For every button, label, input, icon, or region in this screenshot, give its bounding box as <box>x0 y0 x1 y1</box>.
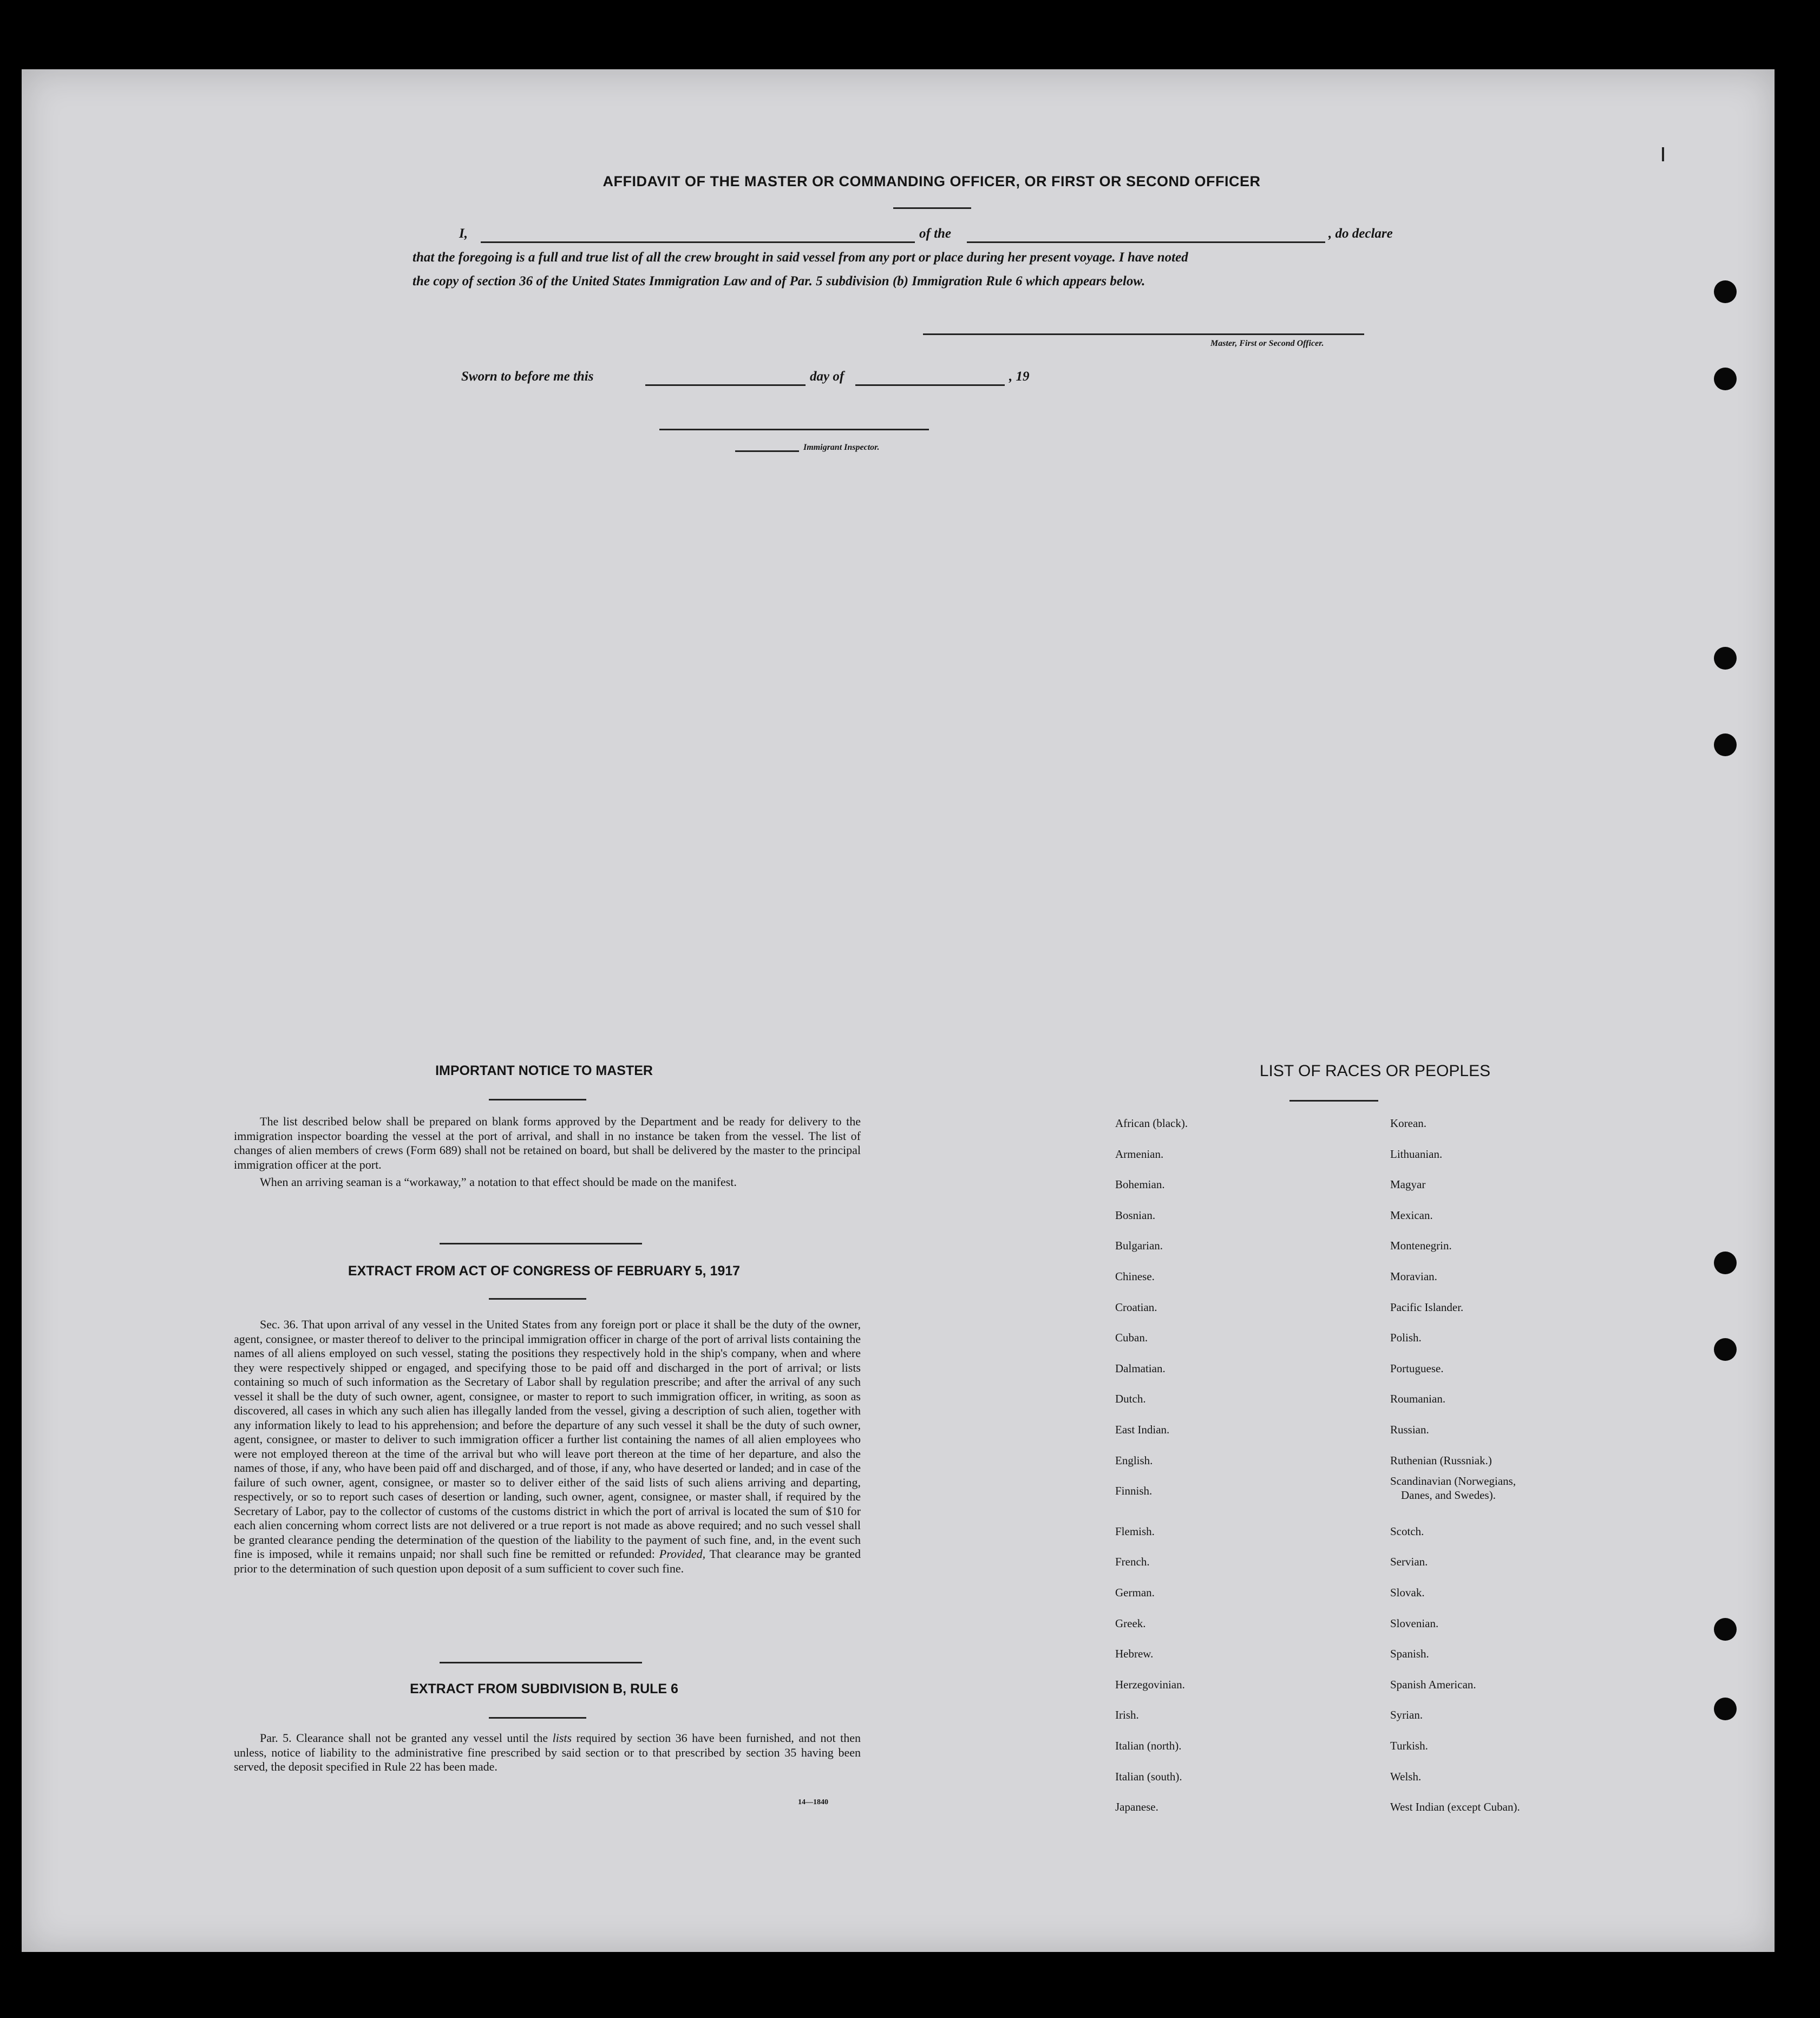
race-item: Bohemian. <box>1115 1178 1165 1191</box>
act-section-36-text <box>234 1318 861 1576</box>
race-item: Japanese. <box>1115 1800 1158 1814</box>
race-item: West Indian (except Cuban). <box>1390 1800 1520 1814</box>
race-item: Flemish. <box>1115 1524 1155 1538</box>
race-item: German. <box>1115 1586 1155 1599</box>
race-item: Korean. <box>1390 1117 1427 1130</box>
sworn-text: Sworn to before me this <box>461 369 594 384</box>
race-item: Chinese. <box>1115 1270 1155 1283</box>
race-item: Bosnian. <box>1115 1208 1156 1222</box>
race-item: Dalmatian. <box>1115 1361 1166 1375</box>
affidavit-title-rule <box>893 207 971 209</box>
affidavit-line-3: the copy of section 36 of the United States Immigration Law and of Par. 5 subdivision (b) Immigration Rule 6 which appears below. <box>413 274 1145 289</box>
year-text: , 19 <box>1009 369 1030 384</box>
affidavit-do-declare: , do declare <box>1328 226 1393 241</box>
race-item: Scotch. <box>1390 1524 1424 1538</box>
rule-lists-word: lists <box>552 1731 572 1745</box>
race-item: Scandinavian (Norwegians, <box>1390 1475 1516 1488</box>
act-provided: Provided, <box>659 1547 706 1561</box>
affidavit-of-the: of the <box>919 226 952 241</box>
form-sheet <box>22 69 1775 1952</box>
race-item: English. <box>1115 1453 1153 1467</box>
rule-title-rule <box>489 1717 586 1719</box>
punch-hole <box>1714 733 1737 756</box>
race-item: Welsh. <box>1390 1770 1422 1783</box>
act-body: Sec. 36. That upon arrival of any vessel in the United States from any foreign port or place it shall be the duty of the owner, agent, consignee, or master thereof to deliver to the principal immigration officer in charge of the port of arrival lists containing the names of all aliens employed on such vessel, stating the positions they respectively hold in the ship's company, when and where they were respectively shipped or engaged, and specifying those to be paid off and discharged in the port of arrival; or lists containing so much of such information as the Secretary of Labor shall by regulation prescribe; and after the arrival of any such vessel it shall be the duty of such owner, agent, consignee, or master to report to such immigration officer, in writing, as soon as discovered, all cases in which any such alien has illegally landed from the vessel, giving a description of such alien, together with any information likely to lead to his apprehension; and before the departure of any such vessel it shall be the duty of such owner, agent, consignee, or master to deliver to such immigration officer a further list containing the names of all alien employees who were not employed thereon at the time of the arrival but who will leave port thereon at the time of her departure, and also the names of those, if any, who have been paid off and discharged, and of those, if any, who have deserted or landed; and in case of the failure of such owner, agent, consignee, or master so to deliver either of the said lists of such aliens arriving and departing, respectively, or so to report such cases of desertion or landing, such owner, agent, consignee, or master shall, if required by the Secretary of Labor, pay to the collector of customs of the customs district in which the port of arrival is located the sum of $10 for each alien concerning whom correct lists are not delivered or a true report is not made as above required; and no such vessel shall be granted clearance pending the determination of the question of the liability to the payment of such fine, and, in the event such fine is imposed, while it remains unpaid; nor shall such fine be remitted or refunded: <box>234 1318 861 1561</box>
race-item: Italian (south). <box>1115 1770 1182 1783</box>
race-item: Cuban. <box>1115 1331 1148 1345</box>
rule-body-b: required by section 36 have been furnished, and not then unless, notice of liability to the administrative fine prescribed by said section or to that prescribed by section 35 having been served, the deposit specified in Rule 22 has been made. <box>234 1731 861 1773</box>
notice-paragraph-1: The list described below shall be prepared on blank forms approved by the Department and be ready for delivery to the immigration inspector boarding the vessel at the port of arrival, and shall in no instance be taken from the vessel. The list of changes of alien members of crews (Form 689) shall not be retained on board, but shall be delivered by the master to the principal immigration officer at the port. <box>234 1115 861 1171</box>
race-item: Syrian. <box>1390 1708 1423 1722</box>
race-item: Magyar <box>1390 1178 1426 1191</box>
race-scandinavian-continued: Danes, and Swedes). <box>1401 1489 1496 1502</box>
rule-title: EXTRACT FROM SUBDIVISION B, RULE 6 <box>410 1681 678 1696</box>
notice-paragraph-2: When an arriving seaman is a “workaway,” a notation to that effect should be made on the manifest. <box>260 1175 737 1189</box>
affidavit-i: I, <box>459 226 468 241</box>
race-item: Finnish. <box>1115 1484 1153 1498</box>
inspector-label: Immigrant Inspector. <box>803 443 880 452</box>
race-item: Bulgarian. <box>1115 1239 1163 1253</box>
inspector-signature-line[interactable] <box>659 429 929 430</box>
rule-body-a: Par. 5. Clearance shall not be granted any vessel until the <box>260 1731 548 1745</box>
inspector-short-rule <box>735 450 799 452</box>
day-of-text: day of <box>810 369 844 384</box>
race-item: Turkish. <box>1390 1739 1428 1752</box>
notice-title-rule <box>489 1099 586 1100</box>
affidavit-title: AFFIDAVIT OF THE MASTER OR COMMANDING OFFICER, OR FIRST OR SECOND OFFICER <box>603 173 1261 189</box>
act-title: EXTRACT FROM ACT OF CONGRESS OF FEBRUARY 5, 1917 <box>348 1263 741 1279</box>
race-item: Servian. <box>1390 1555 1428 1569</box>
punch-hole <box>1714 1338 1737 1361</box>
punch-hole <box>1714 1618 1737 1641</box>
race-item: Moravian. <box>1390 1270 1437 1283</box>
race-item: Slovenian. <box>1390 1616 1439 1630</box>
name-blank[interactable] <box>481 241 915 243</box>
notice-title: IMPORTANT NOTICE TO MASTER <box>435 1063 653 1078</box>
race-item: Irish. <box>1115 1708 1139 1722</box>
affidavit-line-2: that the foregoing is a full and true list of all the crew brought in said vessel from any port or place during her present voyage. I have noted <box>413 250 1188 265</box>
punch-hole <box>1714 280 1737 303</box>
race-item: Russian. <box>1390 1423 1429 1436</box>
race-item: Ruthenian (Russniak.) <box>1390 1453 1492 1467</box>
master-signature-line[interactable] <box>923 333 1364 335</box>
sworn-day-blank[interactable] <box>645 384 806 386</box>
rule-par-5-text <box>234 1731 861 1774</box>
race-item: Portuguese. <box>1390 1361 1444 1375</box>
race-item: Armenian. <box>1115 1147 1164 1161</box>
notice-body <box>234 1115 861 1190</box>
races-title-rule <box>1289 1100 1378 1102</box>
vessel-blank[interactable] <box>967 241 1325 243</box>
race-item: Greek. <box>1115 1616 1146 1630</box>
race-item: Herzegovinian. <box>1115 1678 1185 1691</box>
race-item: East Indian. <box>1115 1423 1170 1436</box>
race-item: Hebrew. <box>1115 1647 1154 1661</box>
edge-mark <box>1662 147 1664 161</box>
punch-hole <box>1714 1252 1737 1274</box>
master-signature-label: Master, First or Second Officer. <box>1210 339 1324 348</box>
act-title-rule <box>489 1298 586 1300</box>
races-title: LIST OF RACES OR PEOPLES <box>1259 1062 1491 1080</box>
race-item: Croatian. <box>1115 1300 1157 1314</box>
race-item: Pacific Islander. <box>1390 1300 1464 1314</box>
race-item: Italian (north). <box>1115 1739 1182 1752</box>
race-item: Dutch. <box>1115 1392 1146 1406</box>
race-item: Spanish. <box>1390 1647 1429 1661</box>
punch-hole <box>1714 1698 1737 1720</box>
divider-rule-2 <box>440 1662 642 1663</box>
punch-hole <box>1714 368 1737 390</box>
race-item: African (black). <box>1115 1117 1188 1130</box>
race-item: Mexican. <box>1390 1208 1433 1222</box>
race-item: Lithuanian. <box>1390 1147 1443 1161</box>
race-item: Slovak. <box>1390 1586 1425 1599</box>
race-item: Roumanian. <box>1390 1392 1446 1406</box>
act-body-end: That clearance may be granted prior to the determination of such question upon deposit of a sum sufficient to cover such fine. <box>234 1547 861 1575</box>
race-item: Montenegrin. <box>1390 1239 1452 1253</box>
sworn-month-blank[interactable] <box>855 384 1005 386</box>
race-item: French. <box>1115 1555 1150 1569</box>
punch-hole <box>1714 647 1737 670</box>
race-item: Polish. <box>1390 1331 1422 1345</box>
form-number: 14—1840 <box>798 1798 828 1806</box>
divider-rule <box>440 1243 642 1244</box>
race-item: Spanish American. <box>1390 1678 1476 1691</box>
